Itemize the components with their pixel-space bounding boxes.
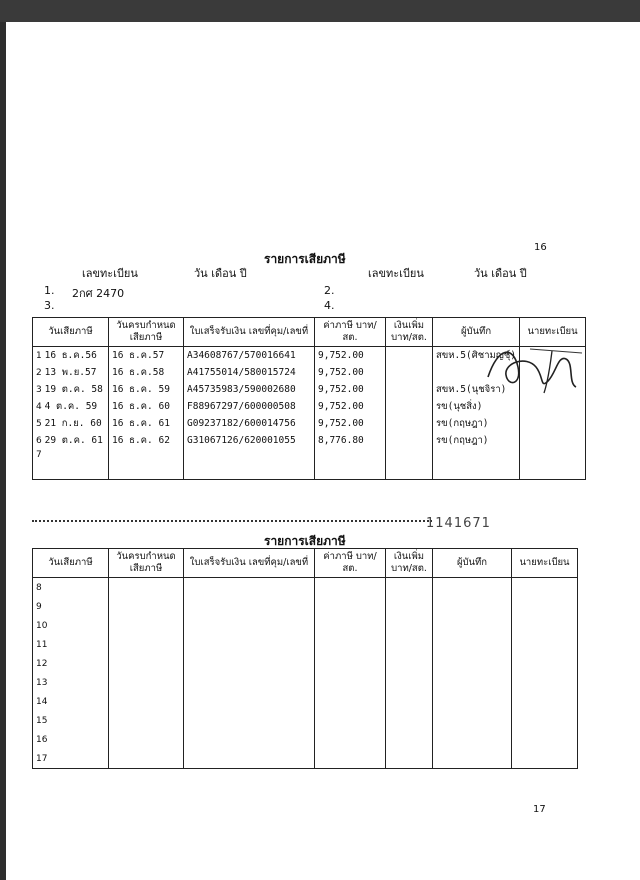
row-number: 17 [33,749,109,769]
tax-amount: 9,752.00 [315,364,386,381]
row-number: 16 [33,730,109,749]
row-number: 12 [33,654,109,673]
table-row [33,692,578,711]
table-row [33,673,578,692]
table-row [33,597,578,616]
surcharge-amount [386,364,433,381]
column-header-due-date: วันครบกำหนด เสียภาษี [109,549,184,578]
row-number: 10 [33,616,109,635]
page-number-top: 16 [534,242,547,253]
surcharge-amount [386,432,433,449]
paid-date: 13 พ.ย.57 [44,367,97,378]
signature-stamp [478,337,588,397]
table-row [33,730,578,749]
column-header-recorder: ผู้บันทึก [433,549,512,578]
column-header-recorder: ผู้บันทึก [433,318,520,347]
column-header-surcharge: เงินเพิ่ม บาท/สต. [386,549,433,578]
recorder-name: รข(นุชสิ่ง) [433,398,520,415]
receipt-number: A41755014/580015724 [184,364,315,381]
tax-amount: 9,752.00 [315,415,386,432]
receipt-number: G09237182/600014756 [184,415,315,432]
due-date: 16 ธ.ค.58 [109,364,184,381]
paid-date: 16 ธ.ค.56 [44,350,97,361]
row-number: 14 [33,692,109,711]
row-number: 7 [36,450,42,460]
registration-number-4: 4. [324,299,335,312]
surcharge-amount [386,347,433,365]
receipt-number: A34608767/570016641 [184,347,315,365]
page-number-bottom: 17 [533,804,546,815]
table-row [33,398,586,415]
recorder-name: รข(กฤษฎา) [433,432,520,449]
registrar-name [520,432,586,449]
header-registration-label-left: เลขทะเบียน [82,267,138,280]
table-row [33,749,578,769]
row-number: 5 [36,419,45,429]
row-number: 8 [33,578,109,598]
row-number: 1 [36,351,45,361]
table-row [33,654,578,673]
column-header-paid-date: วันเสียภาษี [33,549,109,578]
paid-date: 4 ต.ค. 59 [44,401,98,412]
row-number: 2 [36,368,45,378]
row-number: 9 [33,597,109,616]
registration-value-1: 2กศ 2470 [72,287,125,300]
photo-top-edge [0,0,640,22]
table-row [33,432,586,449]
row-number: 6 [36,436,45,446]
receipt-number: F88967297/600000508 [184,398,315,415]
table-row [33,449,586,480]
due-date: 16 ธ.ค.57 [109,347,184,365]
tax-amount: 9,752.00 [315,398,386,415]
column-header-receipt: ใบเสร็จรับเงิน เลขที่คุม/เลขที่ [184,549,315,578]
tax-amount: 8,776.80 [315,432,386,449]
registration-number-1: 1. [44,284,55,297]
column-header-registrar: นายทะเบียน [512,549,578,578]
receipt-number: A45735983/590002680 [184,381,315,398]
table-row [33,635,578,654]
stamp-number: 1141671 [426,516,491,531]
registration-number-2: 2. [324,284,335,297]
tax-amount: 9,752.00 [315,381,386,398]
column-header-receipt: ใบเสร็จรับเงิน เลขที่คุม/เลขที่ [184,318,315,347]
surcharge-amount [386,381,433,398]
table-row [33,578,578,598]
document-page [6,22,640,880]
registrar-name [520,398,586,415]
row-number: 13 [33,673,109,692]
table-header-row [33,549,578,578]
due-date: 16 ธ.ค. 61 [109,415,184,432]
column-header-registrar: นายทะเบียน [520,318,586,347]
section-title-2: รายการเสียภาษี [264,534,346,548]
registration-number-3: 3. [44,299,55,312]
recorder-name: รข(กฤษฎา) [433,415,520,432]
receipt-number: G31067126/620001055 [184,432,315,449]
section-title-1: รายการเสียภาษี [264,252,346,266]
registrar-name [520,415,586,432]
header-date-label-right: วัน เดือน ปี [474,267,527,280]
row-number: 11 [33,635,109,654]
surcharge-amount [386,398,433,415]
table-row [33,711,578,730]
due-date: 16 ธ.ค. 59 [109,381,184,398]
paid-date: 21 ก.ย. 60 [44,418,102,429]
header-date-label-left: วัน เดือน ปี [194,267,247,280]
column-header-surcharge: เงินเพิ่ม บาท/สต. [386,318,433,347]
header-registration-label-right: เลขทะเบียน [368,267,424,280]
recorder-name: สขห.5(ศิชามญชุ์) [433,347,520,365]
paid-date: 29 ต.ค. 61 [44,435,103,446]
surcharge-amount [386,415,433,432]
tax-payment-table-2 [32,548,578,769]
column-header-due-date: วันครบกำหนด เสียภาษี [109,318,184,347]
due-date: 16 ธ.ค. 60 [109,398,184,415]
paid-date: 19 ต.ค. 58 [44,384,103,395]
recorder-name: สขห.5(นุชจิรา) [433,381,520,398]
table-row [33,415,586,432]
row-number: 3 [36,385,45,395]
row-number: 4 [36,402,45,412]
page-divider [32,520,432,522]
column-header-tax: ค่าภาษี บาท/สต. [315,318,386,347]
column-header-paid-date: วันเสียภาษี [33,318,109,347]
table-row [33,616,578,635]
tax-amount: 9,752.00 [315,347,386,365]
row-number: 15 [33,711,109,730]
due-date: 16 ธ.ค. 62 [109,432,184,449]
column-header-tax: ค่าภาษี บาท/สต. [315,549,386,578]
